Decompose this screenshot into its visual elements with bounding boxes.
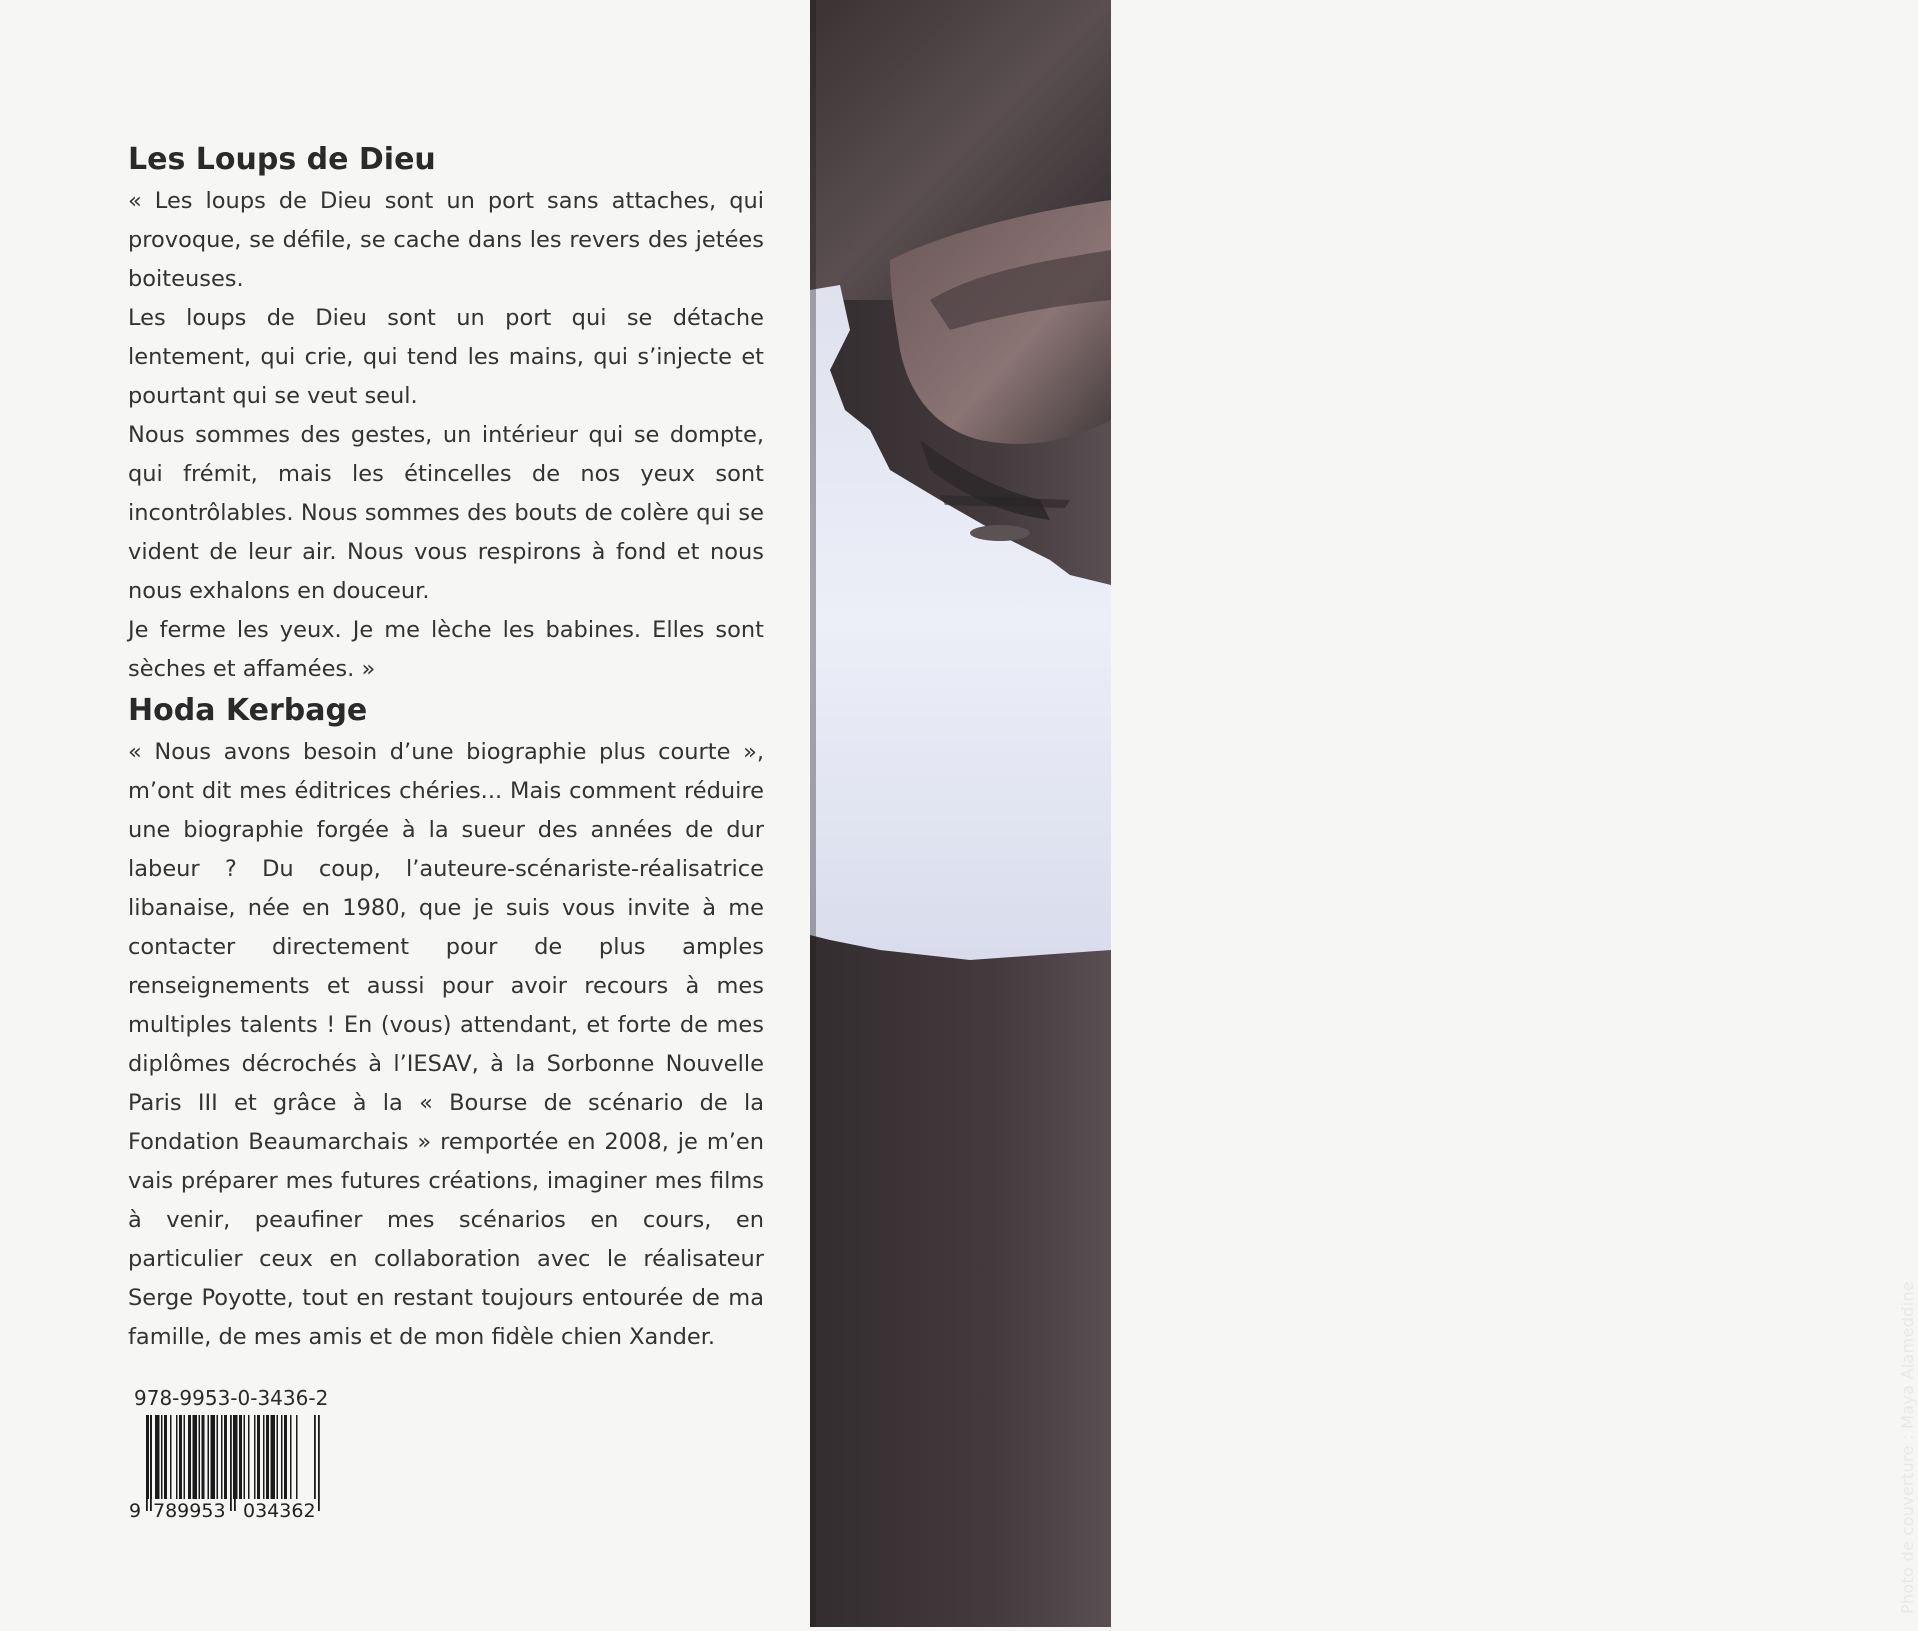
cover-photo [810,0,1917,1627]
barcode [128,1415,338,1525]
barcode-bar [290,1415,292,1499]
barcode-bar [199,1415,201,1499]
barcode-guard-bar [150,1415,152,1511]
barcode-bar [266,1415,269,1499]
barcode-bar [184,1415,186,1499]
barcode-bar [208,1415,210,1499]
barcode-guard-bar [146,1415,148,1511]
barcode-bar [202,1415,205,1499]
barcode-bar [193,1415,198,1499]
barcode-bars [134,1415,334,1511]
barcode-bar [224,1415,227,1499]
barcode-bar [271,1415,276,1499]
barcode-guard-bar [234,1415,236,1511]
excerpt-paragraph-1: « Les loups de Dieu sont un port sans attaches, qui provoque, se défile, se cache dans les revers des jetées boiteuses. [128,188,764,292]
barcode-bar [170,1415,172,1499]
barcode-guard-bar [230,1415,232,1511]
barcode-left-group: 789953 [153,1500,226,1522]
barcode-bar [155,1415,160,1499]
barcode-bar [239,1415,242,1499]
barcode-lead-digit: 9 [129,1500,142,1522]
book-title: Les Loups de Dieu [128,142,436,177]
barcode-bar [211,1415,216,1499]
barcode-bar [263,1415,265,1499]
barcode-bar [254,1415,256,1499]
barcode-bar [221,1415,223,1499]
barcode-bar [179,1415,182,1499]
excerpt-paragraph-4: Je ferme les yeux. Je me lèche les babines. Elles sont sèches et affamées. » [128,617,764,682]
author-name: Hoda Kerbage [128,693,368,728]
isbn-block [128,1385,338,1525]
excerpt-paragraph-2: Les loups de Dieu sont un port qui se détache lentement, qui crie, qui tend les mains, qui s’injecte et pourtant qui se veut seul. [128,305,764,409]
barcode-bar [277,1415,279,1499]
barcode-bar [248,1415,250,1499]
barcode-bar [161,1415,163,1499]
barcode-right-group: 034362 [243,1500,316,1522]
back-cover-text [128,138,764,1357]
cover-photo-image [810,0,1111,1627]
author-bio: « Nous avons besoin d’une biographie plus courte », m’ont dit mes éditrices chéries... Mais comment réduire une biographie forgée à la sueur des années de dur labeur ? Du coup, l’auteure-scénariste-réalisatrice libanaise, née en 1980, que je suis vous invite à me contacter directement pour de plus amples renseignements et aussi pour avoir recours à mes multiples talents ! En (vous) attendant, et forte de mes diplômes décrochés à l’IESAV, à la Sorbonne Nouvelle Paris III et grâce à la « Bourse de scénario de la Fondation Beaumarchais » remportée en 2008, je m’en vais préparer mes futures créations, imaginer mes films à venir, peaufiner mes scénarios en cours, en particulier ceux en collaboration avec le réalisateur Serge Poyotte, tout en restant toujours entourée de ma famille, de mes amis et de mon fidèle chien Xander. [128,739,764,1350]
isbn-number: 978-9953-0-3436-2 [134,1386,329,1410]
barcode-guard-bar [318,1415,320,1511]
barcode-bar [164,1415,167,1499]
barcode-digits [128,1499,338,1523]
barcode-guard-bar [314,1415,316,1511]
barcode-bar [284,1415,287,1499]
photo-credit: Photo de couverture : Maya Alameddine [1898,1281,1917,1614]
barcode-bar [296,1415,298,1499]
excerpt-paragraph-3: Nous sommes des gestes, un intérieur qui se dompte, qui frémit, mais les étincelles de nos yeux sont incontrôlables. Nous sommes des bouts de colère qui se vident de leur air. Nous vous respirons à fond et nous nous exhalons en douceur. [128,422,764,604]
barcode-bar [281,1415,283,1499]
barcode-bar [257,1415,260,1499]
barcode-bar [217,1415,219,1499]
barcode-bar [244,1415,246,1499]
barcode-bar [188,1415,191,1499]
barcode-bar [176,1415,178,1499]
